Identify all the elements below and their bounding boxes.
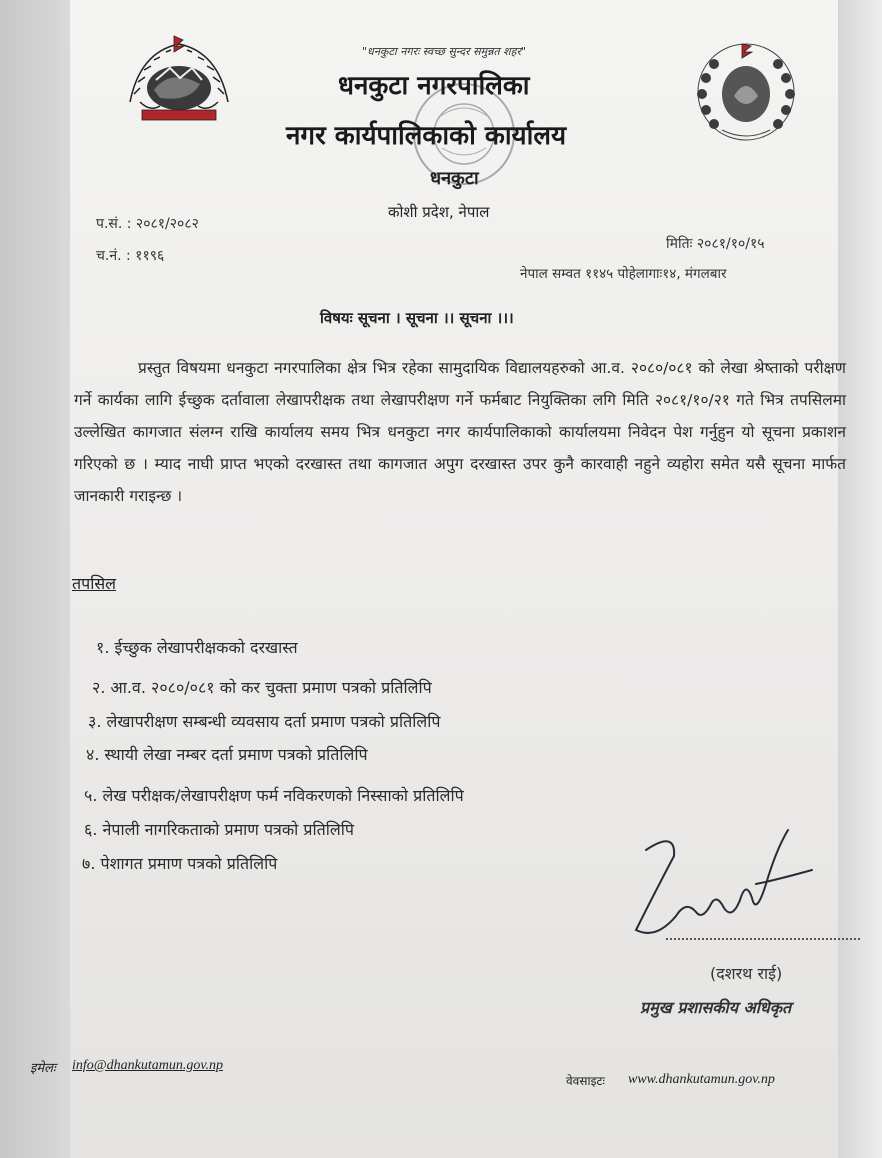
dispatch-number: च.नं. : ११९६ [96,248,165,264]
tapasil-heading: तपसिल [72,574,117,593]
subject-line: विषयः सूचना । सूचना ।। सूचना ।।। [320,309,514,327]
list-item: ३. लेखापरीक्षण सम्बन्धी व्यवसाय दर्ता प्रमाण पत्रको प्रतिलिपि [88,712,441,731]
nepal-emblem-icon [120,32,238,128]
nepal-sambat-date: नेपाल सम्वत ११४५ पोहेलागाः१४, मंगलबार [520,266,727,282]
website-label: वेवसाइटः [566,1074,605,1088]
city-name: धनकुटा [430,168,479,189]
website-link[interactable]: www.dhankutamun.gov.np [628,1072,775,1087]
email-link[interactable]: info@dhankutamun.gov.np [72,1058,224,1073]
office-title: नगर कार्यपालिकाको कार्यालय [286,121,567,151]
signature-line [666,938,860,940]
background-left [0,0,80,1158]
slogan: "धनकुटा नगरः स्वच्छ सुन्दर समुन्नत शहर" [362,45,527,58]
list-item: २. आ.व. २०८०/०८१ को कर चुक्ता प्रमाण पत्रको प्रतिलिपि [92,678,432,697]
notice-body: प्रस्तुत विषयमा धनकुटा नगरपालिका क्षेत्र भित्र रहेका सामुदायिक विद्यालयहरुको आ.व. २०८०/०८१ को लेखा श्रेष्ताको परीक्षण गर्ने कार्यका लागि ईच्छुक दर्तावाला लेखापरीक्षक तथा लेखापरीक्षण गर्ने फर्मबाट नियुक्तिका लगि मिति २०८१/१०/२१ गते भित्र तपसिलमा उल्लेखित कागजात संलग्न राखि कार्यालय समय भित्र धनकुटा नगर कार्यपालिकाको कार्यालयमा निवेदन पेश गर्नुहुन यो सूचना प्रकाशन गरिएको छ । म्याद नाघी प्राप्त भएको दरखास्त तथा कागजात अपुग दरखास्त उपर कुनै कारवाही नहुने व्यहोरा समेत यसै सूचना मार्फत जानकारी गराइन्छ । [74,359,846,505]
handwritten-signature-icon [616,820,816,948]
list-item: ७. पेशागत प्रमाण पत्रको प्रतिलिपि [82,854,278,873]
background-right [838,0,882,1158]
organization-title: धनकुटा नगरपालिका [338,71,530,101]
list-item: ४. स्थायी लेखा नम्बर दर्ता प्रमाण पत्रको प्रतिलिपि [86,745,368,764]
letter-date: मितिः २०८१/१०/१५ [666,236,765,252]
province-country: कोशी प्रदेश, नेपाल [388,203,490,221]
list-item: १. ईच्छुक लेखापरीक्षकको दरखास्त [96,638,298,657]
signer-name: (दशरथ राई) [710,964,783,983]
reference-number: प.सं. : २०८१/२०८२ [96,216,199,232]
list-item: ५. लेख परीक्षक/लेखापरीक्षण फर्म नविकरणको निस्साको प्रतिलिपि [84,786,464,805]
email-label: इमेलः [30,1061,56,1076]
list-item: ६. नेपाली नागरिकताको प्रमाण पत्रको प्रतिलिपि [84,820,354,839]
municipality-logo-icon [692,38,800,146]
signer-designation: प्रमुख प्रशासकीय अधिकृत [640,998,792,1017]
